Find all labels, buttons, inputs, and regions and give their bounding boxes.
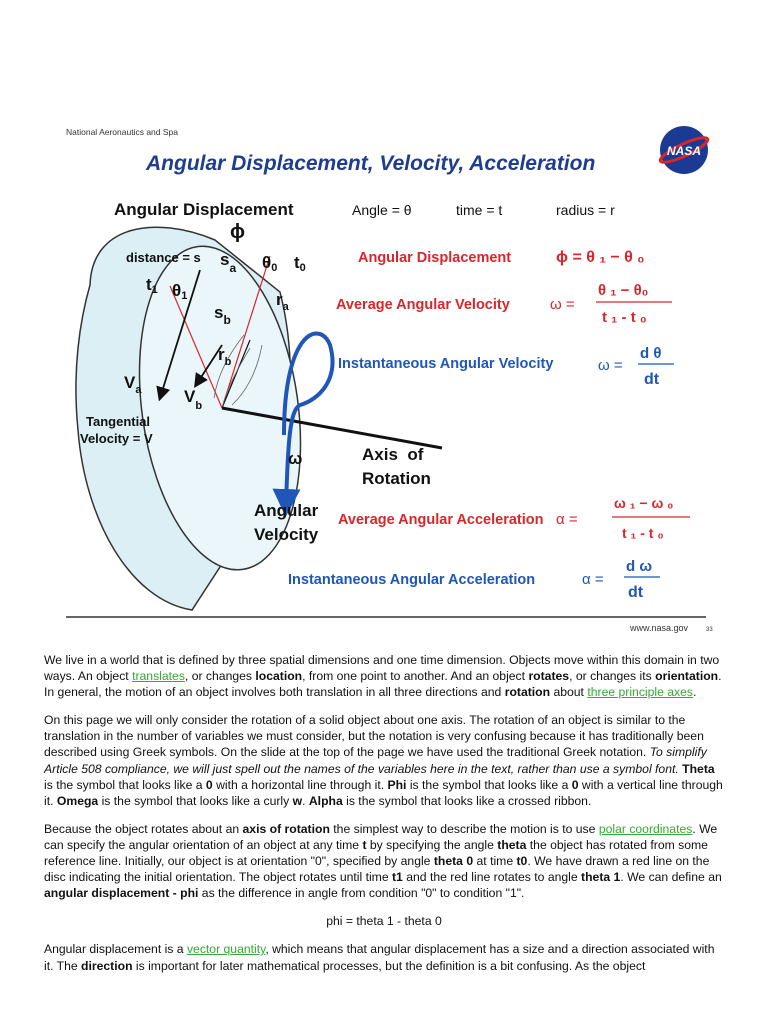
polar-coordinates-link[interactable]: polar coordinates	[598, 821, 693, 836]
def-time: time = t	[456, 202, 503, 218]
three-principle-axes-link[interactable]: three principle axes	[587, 685, 694, 700]
svg-text:NASA: NASA	[666, 144, 702, 158]
angular-velocity-label-1: Angular	[254, 501, 319, 520]
eq-inst-velocity-num: d θ	[640, 345, 662, 362]
v-a-label: $V_a$	[124, 373, 142, 396]
translates-link[interactable]: translates	[132, 669, 185, 684]
eq-avg-acceleration-label: Average Angular Acceleration	[338, 512, 544, 528]
tangential-velocity-label: Velocity = V	[80, 431, 153, 446]
distance-label: distance = s	[126, 250, 201, 265]
eq-inst-velocity-label: Instantaneous Angular Velocity	[338, 356, 554, 372]
eq-inst-acceleration-lhs: α =	[582, 571, 604, 588]
paragraph-2: On this page we will only consider the rotation of a solid object about one axis. The rotation of an object is similar to the translation in the number of variables we must consider, but the notation is very confusing because it has traditionally been described using Greek symbols. On the slide at the top of the page we have used the traditional Greek notation. To simplify Article 508 compliance, we will just spell out the names of the variables here in the text, rather than use a symbol font. Theta is the symbol that looks like a 0 with a horizontal line through it. Phi is the symbol that looks like a 0 with a vertical line through it. Omega is the symbol that looks like a curly w. Alpha is the symbol that looks like a crossed ribbon.	[44, 713, 723, 808]
paragraph-4: Angular displacement is a vector quantity, which means that angular displacement has a size and a direction associated with it. The direction is important for later mathematical processes, but the definition is a bit confusing. As the object	[44, 942, 715, 973]
phi-symbol: ϕ	[230, 221, 245, 243]
s-b-label: $s_b$	[214, 303, 231, 327]
paragraph-3: Because the object rotates about an axis of rotation the simplest way to describe the motion is to use polar coordinates. We can specify the angular orientation of an object at any time t by specifying the angle theta the object has rotated from some reference line. Initially, our object is at orientation "0", specified by angle theta 0 at time t0. We have drawn a red line on the disc indicating the initial orientation. The object rotates until time t1 and the red line rotates to angle theta 1. We can define an angular displacement - phi as the difference in angle from condition "0" to condition "1".	[44, 821, 722, 901]
theta1-label: θ1	[172, 281, 188, 302]
eq-inst-acceleration-num: d ω	[626, 558, 653, 575]
eq-inst-acceleration-den: dt	[628, 584, 644, 601]
axis-label: Axis of	[362, 445, 424, 464]
v-b-label: $V_b$	[184, 387, 203, 412]
nasa-logo	[658, 126, 710, 174]
diagram-heading: Angular Displacement	[114, 200, 294, 219]
t0-label: t0	[294, 253, 306, 274]
theta0-label: θ0	[262, 253, 278, 274]
eq-avg-velocity-label: Average Angular Velocity	[336, 297, 510, 313]
slide-title: Angular Displacement, Velocity, Acceleration	[146, 152, 596, 175]
eq-avg-acceleration-num: ω ₁ − ω ₀	[614, 495, 674, 511]
eq-inst-acceleration-label: Instantaneous Angular Acceleration	[288, 572, 536, 588]
eq-avg-velocity-den: t ₁ - t ₀	[602, 309, 647, 326]
eq-avg-acceleration-den: t ₁ - t ₀	[622, 525, 664, 541]
slide-header-org: National Aeronautics and Spa	[66, 127, 178, 137]
eq-inst-velocity-den: dt	[644, 371, 660, 388]
def-radius: radius = r	[556, 202, 615, 218]
rotation-label: Rotation	[362, 469, 431, 488]
slide-footer-url: www.nasa.gov	[630, 623, 689, 633]
eq-inst-velocity-lhs: ω =	[598, 357, 623, 374]
paragraph-1: We live in a world that is defined by three spatial dimensions and one time dimension. Objects move within this domain in two ways. An object translates, or changes location, from one point to another. And an object rotates, or changes its orientation. In general, the motion of an object involves both translation in all three directions and rotation about three principle axes.	[44, 653, 722, 700]
s-a-label: $s_a$	[220, 250, 237, 275]
vector-quantity-link[interactable]: vector quantity	[186, 942, 266, 957]
omega-symbol: ω	[288, 449, 303, 468]
t1-label: t1	[146, 275, 158, 296]
eq-avg-velocity-num: θ ₁ − θ₀	[598, 282, 649, 299]
tangential-label: Tangential	[86, 414, 151, 429]
slide-footer-page: 33	[706, 627, 713, 633]
article-body	[44, 652, 724, 986]
r-b-label: $r_b$	[218, 345, 232, 368]
def-angle: Angle = θ	[352, 202, 412, 218]
eq-avg-velocity-lhs: ω =	[550, 296, 575, 313]
r-a-label: $r_a$	[276, 290, 289, 313]
eq-angular-displacement-label: Angular Displacement	[358, 250, 512, 266]
equation-phi: phi = theta 1 - theta 0	[326, 914, 442, 929]
eq-angular-displacement-formula: ϕ = θ ₁ − θ ₀	[556, 249, 645, 266]
eq-avg-acceleration-lhs: α =	[556, 511, 578, 528]
angular-velocity-label-2: Velocity	[254, 525, 319, 544]
